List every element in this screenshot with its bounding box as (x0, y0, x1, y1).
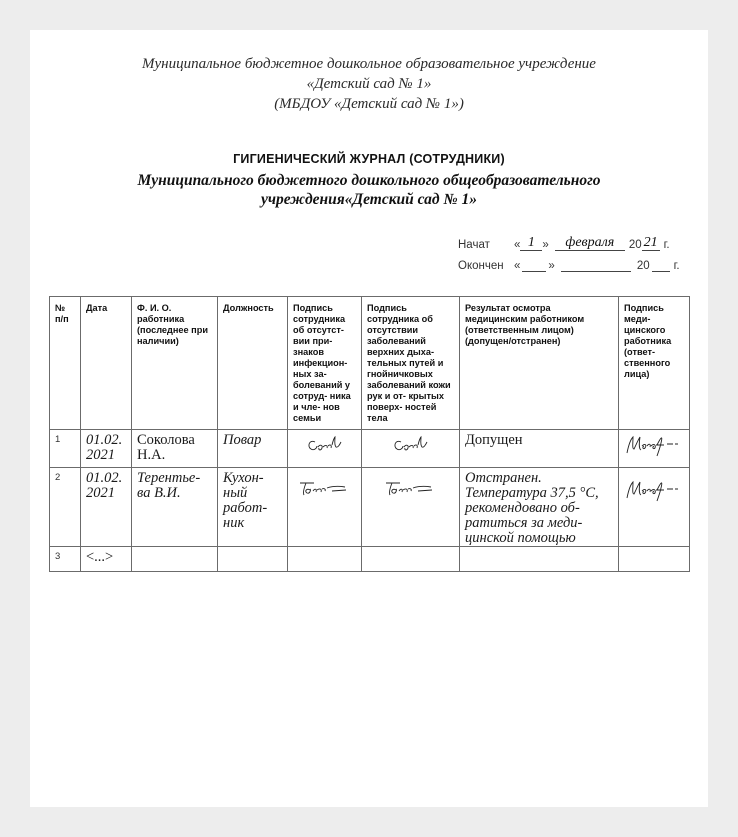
end-label: Окончен (458, 260, 504, 272)
exam-result: Отстранен. Температура 37,5 °С, рекомендовано об- ратиться за меди- цинской помощью (460, 468, 619, 547)
signature-terentyeva-icon (296, 478, 354, 500)
start-month: февраля (555, 236, 625, 251)
subtitle-line2: учреждения«Детский сад № 1» (260, 191, 478, 208)
end-date-row (458, 251, 698, 272)
end-year-prefix: 20 (636, 260, 650, 272)
journal-title: ГИГИЕНИЧЕСКИЙ ЖУРНАЛ (СОТРУДНИКИ) (233, 152, 505, 166)
signature-terentyeva-icon (382, 478, 440, 500)
start-year-suffix: 21 (643, 235, 658, 250)
open-quote: « (514, 260, 521, 272)
end-year-blank (652, 259, 670, 272)
column-header: № п/п (50, 297, 81, 430)
employee-position: Повар (218, 430, 288, 468)
employee-signature-skin (362, 468, 460, 547)
employee-name: Соколова Н.А. (132, 430, 218, 468)
start-year-unit: г. (663, 239, 670, 251)
end-year-unit: г. (673, 260, 680, 272)
row-date: 01.02. 2021 (81, 430, 132, 468)
close-quote: » (542, 239, 549, 251)
end-day-blank (522, 259, 546, 272)
close-quote: » (548, 260, 555, 272)
signature-medic-icon (623, 431, 685, 461)
employee-name (132, 547, 218, 572)
start-date-row (458, 230, 698, 251)
subtitle-line1: Муниципального бюджетного дошкольного общеобразовательного (137, 172, 601, 189)
exam-result (460, 547, 619, 572)
table-row (50, 468, 690, 547)
column-header: Ф. И. О. работника (последнее при наличии) (132, 297, 218, 430)
journal-subtitle (30, 171, 708, 209)
employee-signature-skin (362, 430, 460, 468)
column-header: Подпись сотрудника об отсутствии заболеваний верхних дыха- тельных путей и гнойничковых заболеваний кожи рук и от- крытых поверх- ностей тела (362, 297, 460, 430)
org-name-line2: «Детский сад № 1» (306, 76, 432, 92)
start-day: 1 (520, 236, 542, 251)
medic-signature (619, 430, 690, 468)
start-year-prefix: 20 (628, 239, 642, 251)
open-quote: « (514, 239, 521, 251)
signature-medic-icon (623, 476, 685, 506)
organization-header (30, 54, 708, 114)
column-header: Результат осмотра медицинским работником (ответственным лицом) (допущен/отстранен) (460, 297, 619, 430)
medic-signature (619, 468, 690, 547)
table-row (50, 547, 690, 572)
row-number: 2 (50, 468, 81, 547)
employee-signature-infection (288, 468, 362, 547)
column-header: Должность (218, 297, 288, 430)
row-date: 01.02. 2021 (81, 468, 132, 547)
employee-position (218, 547, 288, 572)
column-header: Подпись сотрудника об отсутст- вии при- знаков инфекцион- ных за- болеваний у сотруд- ника и чле- нов семьи (288, 297, 362, 430)
signature-sokolova-icon (389, 433, 433, 459)
medic-signature (619, 547, 690, 572)
row-date: <...> (81, 547, 132, 572)
org-name-line1: Муниципальное бюджетное дошкольное образовательное учреждение (142, 56, 596, 72)
employee-signature-infection (288, 430, 362, 468)
table-row (50, 430, 690, 468)
row-number: 1 (50, 430, 81, 468)
exam-result: Допущен (460, 430, 619, 468)
column-header: Подпись меди- цинского работника (ответ- ственного лица) (619, 297, 690, 430)
journal-dates (458, 230, 698, 272)
hygiene-journal-table (49, 296, 690, 572)
journal-page (30, 30, 708, 807)
employee-name: Терентье- ва В.И. (132, 468, 218, 547)
end-month-blank (561, 259, 631, 272)
employee-position: Кухон- ный работ- ник (218, 468, 288, 547)
column-header: Дата (81, 297, 132, 430)
org-name-line3: (МБДОУ «Детский сад № 1») (274, 96, 464, 112)
employee-signature-skin (362, 547, 460, 572)
table-header-row (50, 297, 690, 430)
employee-signature-infection (288, 547, 362, 572)
row-number: 3 (50, 547, 81, 572)
start-label: Начат (458, 239, 490, 251)
signature-sokolova-icon (305, 433, 345, 459)
